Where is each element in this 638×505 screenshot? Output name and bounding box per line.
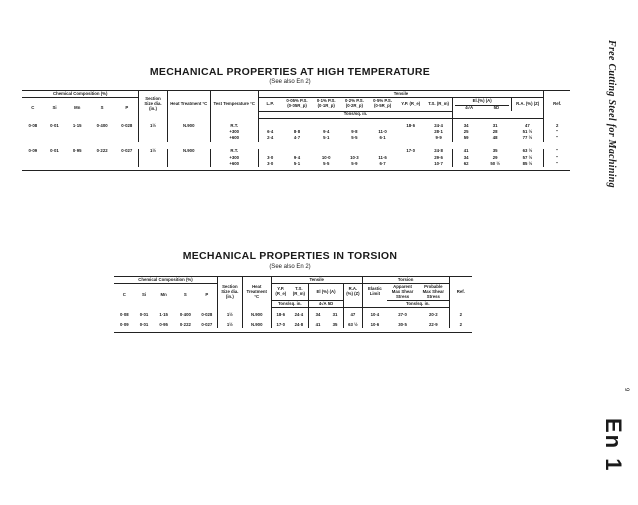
table-cell: 0·01 xyxy=(50,122,59,128)
tor-ref-header: Ref. xyxy=(449,277,472,308)
table-cell: 41 xyxy=(308,319,327,329)
table-cell: 5·1 xyxy=(293,160,301,166)
high-temp-table xyxy=(22,90,570,171)
table-cell: 0·028 xyxy=(121,122,133,128)
table-cell: 41 xyxy=(453,149,479,155)
table-cell: 62 xyxy=(453,161,479,167)
table-cell: 17·0 xyxy=(271,319,290,329)
tor-ra-header: R.A. (%) (Z) xyxy=(344,284,363,301)
table-cell: 2 xyxy=(449,319,472,329)
table-cell: 8·8 xyxy=(293,128,301,134)
tor-units-torsion: Tons/sq. in. xyxy=(387,301,449,308)
table-cell: 50 ½ xyxy=(490,160,500,166)
table-cell: 0·95 xyxy=(72,148,82,154)
table-cell: R.T. xyxy=(210,149,258,155)
table-cell: 0·08 xyxy=(120,312,129,317)
table-cell: 0·95 xyxy=(159,321,168,327)
ht-yp-header: Y.P. (R_e) xyxy=(401,100,421,106)
table-cell: 1·15 xyxy=(72,122,82,128)
steel-code: En 1 xyxy=(601,418,626,473)
tor-mn-header: Mn xyxy=(160,292,167,298)
ht-lp-header: L.P. xyxy=(258,98,282,112)
table-cell: 1½ xyxy=(217,308,242,319)
ht-ref-header: Ref. xyxy=(544,91,570,119)
table-cell: 1½ xyxy=(139,149,167,155)
table-cell: 0·01 xyxy=(50,148,59,154)
table-cell: 6·4 xyxy=(258,129,282,135)
table-cell: 59 xyxy=(453,135,479,141)
table-cell: 1·15 xyxy=(159,312,168,317)
table-cell: +300 xyxy=(210,155,258,161)
torsion-title: MECHANICAL PROPERTIES IN TORSION xyxy=(182,250,398,262)
table-cell: 9·4 xyxy=(323,128,330,134)
table-cell: 0·027 xyxy=(201,321,213,327)
table-cell: 0·09 xyxy=(120,321,129,327)
table-cell: N.900 xyxy=(167,118,210,129)
tor-section-header: Section Size dia. (in.) xyxy=(217,277,242,308)
table-cell: 34 xyxy=(453,155,479,161)
ht-ps01-header: 0·1% P.S. (0·1R_p) xyxy=(316,98,336,109)
table-cell: 25 xyxy=(453,129,479,135)
tor-ts-header: T.S. (R_m) xyxy=(292,286,305,297)
ht-ts-header: T.S. (R_m) xyxy=(428,100,449,106)
tor-elastic-header: Elastic Limit xyxy=(362,284,387,301)
table-cell: 85 ½ xyxy=(522,160,533,166)
tor-chem-group-header: Chemical Composition (%) xyxy=(114,277,217,284)
ht-el-4va: 4√A xyxy=(465,104,474,110)
table-cell xyxy=(368,118,396,129)
table-cell: 27·0 xyxy=(398,312,407,318)
ht-chem-group-header: Chemical Composition (%) xyxy=(22,91,139,98)
table-cell: 24·8 xyxy=(294,321,304,327)
table-cell: 47 xyxy=(344,308,363,319)
table-cell: 63 ½ xyxy=(344,319,363,329)
table-cell: 5·5 xyxy=(323,160,330,166)
table-cell: 5·5 xyxy=(351,135,358,141)
table-cell xyxy=(258,118,282,129)
table-cell: 6·7 xyxy=(379,160,386,166)
table-cell: 28 xyxy=(492,128,498,134)
running-title: Free Cutting Steel for Machining xyxy=(606,40,617,188)
table-cell: 17·0 xyxy=(406,148,415,154)
table-cell: 35 xyxy=(332,321,338,327)
table-cell: 5·1 xyxy=(323,135,330,141)
table-cell: 51 ½ xyxy=(522,128,533,134)
table-cell xyxy=(312,118,340,129)
table-cell: 34 xyxy=(453,118,479,129)
tor-si-header: Si xyxy=(141,292,147,298)
table-cell: 11·0 xyxy=(378,128,387,134)
table-cell: " xyxy=(544,135,570,141)
ht-section-header: Section Size dia. (in.) xyxy=(139,91,167,119)
ht-mn-header: Mn xyxy=(74,104,81,110)
table-cell: 31 xyxy=(332,312,338,318)
table-cell: 47 xyxy=(525,122,530,128)
ht-c-header: C xyxy=(31,104,35,110)
ht-ps02-header: 0·2% P.S. (0·2R_p) xyxy=(344,98,364,109)
table-cell: N.900 xyxy=(242,308,271,319)
table-cell: 29·6 xyxy=(434,154,443,160)
tor-c-header: C xyxy=(122,292,126,298)
ht-units-row: Tons/sq. in. xyxy=(258,111,453,118)
table-cell: " xyxy=(544,149,570,155)
table-cell: 22·9 xyxy=(429,321,438,327)
table-cell: 24·4 xyxy=(294,312,304,318)
ht-test-temp-header: Test Temperature °C xyxy=(210,91,258,119)
table-cell: 77 ½ xyxy=(522,135,533,141)
ht-p-header: P xyxy=(125,104,129,110)
table-cell: 18·6 xyxy=(406,122,415,128)
table-row xyxy=(114,308,472,319)
table-cell: 4·7 xyxy=(293,135,301,141)
table-cell: 0·400 xyxy=(179,312,191,317)
table-cell: 24·8 xyxy=(434,148,443,154)
table-cell: 9·9 xyxy=(435,135,442,141)
table-cell: N.900 xyxy=(242,319,271,329)
table-cell: 9·4 xyxy=(293,154,301,160)
table-cell: 31 xyxy=(492,122,498,128)
table-cell: 0·222 xyxy=(96,148,108,154)
table-cell: 57 ½ xyxy=(522,154,533,160)
tor-units-el: 4√A 5D xyxy=(308,301,343,308)
ht-si-header: Si xyxy=(52,104,57,110)
table-cell: 24·4 xyxy=(434,122,443,128)
table-cell: 20·2 xyxy=(429,312,438,318)
table-cell: 28·1 xyxy=(434,128,443,134)
table-row xyxy=(114,319,472,329)
ht-el-label: El.(%) (A) xyxy=(472,97,492,103)
ht-el-header xyxy=(453,98,511,112)
tor-body xyxy=(114,308,472,329)
tor-yp-header: Y.P. (R_e) xyxy=(271,284,290,301)
table-cell: 34 xyxy=(308,308,327,319)
table-cell: 5·9 xyxy=(351,160,358,166)
high-temp-title: MECHANICAL PROPERTIES AT HIGH TEMPERATURE xyxy=(149,66,431,78)
ht-body xyxy=(22,118,570,167)
table-cell: 1½ xyxy=(217,319,242,329)
table-cell: 6·1 xyxy=(379,135,386,141)
table-cell: 0·09 xyxy=(28,148,38,154)
ht-s-header: S xyxy=(100,104,104,110)
table-cell: 10·3 xyxy=(350,154,359,160)
torsion-table xyxy=(114,276,472,333)
table-cell: 10·7 xyxy=(434,160,443,166)
table-cell: 29 xyxy=(492,154,498,160)
table-cell: 30·5 xyxy=(398,321,407,327)
table-cell: +600 xyxy=(210,135,258,141)
table-cell: 2·4 xyxy=(258,135,282,141)
table-cell: 0·400 xyxy=(96,122,108,128)
torsion-subtitle: (See also En 2) xyxy=(269,264,311,270)
table-cell: 10·6 xyxy=(362,319,387,329)
table-cell: N.900 xyxy=(167,149,210,155)
table-cell: 3·0 xyxy=(258,155,282,161)
table-cell: " xyxy=(544,161,570,167)
table-cell: 35 xyxy=(492,148,498,154)
table-cell: 1½ xyxy=(139,118,167,129)
table-row xyxy=(22,118,570,129)
table-cell xyxy=(340,118,368,129)
ht-ps005-header: 0·05% P.S. (0·05R_p) xyxy=(286,98,308,109)
table-cell: 0·01 xyxy=(139,312,149,317)
tor-p-header: P xyxy=(205,292,209,298)
table-cell: 0·028 xyxy=(201,312,213,317)
tor-prob-shear-header: Probable Max Shear Stress xyxy=(422,283,445,299)
table-cell: 18·6 xyxy=(271,308,290,319)
table-cell: 9·8 xyxy=(351,128,358,134)
table-cell: 3·0 xyxy=(258,161,282,167)
table-cell: 10·4 xyxy=(362,308,387,319)
table-cell: +600 xyxy=(210,161,258,167)
tor-s-header: S xyxy=(183,292,187,298)
tor-tensile-group-header: Tensile xyxy=(271,277,362,284)
table-cell: " xyxy=(544,155,570,161)
ht-ps05-header: 0·5% P.S. (0·5R_p) xyxy=(373,98,392,109)
table-cell: 0·08 xyxy=(28,122,38,128)
table-cell: 63 ½ xyxy=(522,148,533,154)
table-cell: 2 xyxy=(544,118,570,129)
table-cell: 0·027 xyxy=(121,148,133,154)
table-cell: 0·222 xyxy=(179,321,191,327)
ht-el-5d: 5D xyxy=(493,104,500,110)
high-temp-subtitle: (See also En 2) xyxy=(269,79,311,85)
table-cell: +300 xyxy=(210,129,258,135)
table-cell: 11·6 xyxy=(378,154,387,160)
ht-heat-header: Heat Treatment °C xyxy=(167,91,210,119)
table-cell: " xyxy=(544,129,570,135)
tor-units-tensile: Tons/sq. in. xyxy=(271,301,308,308)
tor-heat-header: Heat Treatment °C xyxy=(242,277,271,308)
ht-tensile-group-header: Tensile xyxy=(258,91,544,98)
ht-ra-header: R.A. (%) (Z) xyxy=(511,98,543,112)
tor-el-header: El (%) (A) xyxy=(308,284,343,301)
table-cell: 48 xyxy=(492,135,498,141)
tor-torsion-group-header: Torsion xyxy=(362,277,449,284)
table-cell: 0·01 xyxy=(139,321,149,327)
tor-max-shear-header: Apparent Max Shear Stress xyxy=(391,283,414,299)
table-cell: 2 xyxy=(449,308,472,319)
page-number: 9 xyxy=(623,388,629,392)
table-cell: R.T. xyxy=(210,118,258,129)
table-cell: 10·0 xyxy=(321,154,331,160)
table-cell xyxy=(282,118,312,129)
